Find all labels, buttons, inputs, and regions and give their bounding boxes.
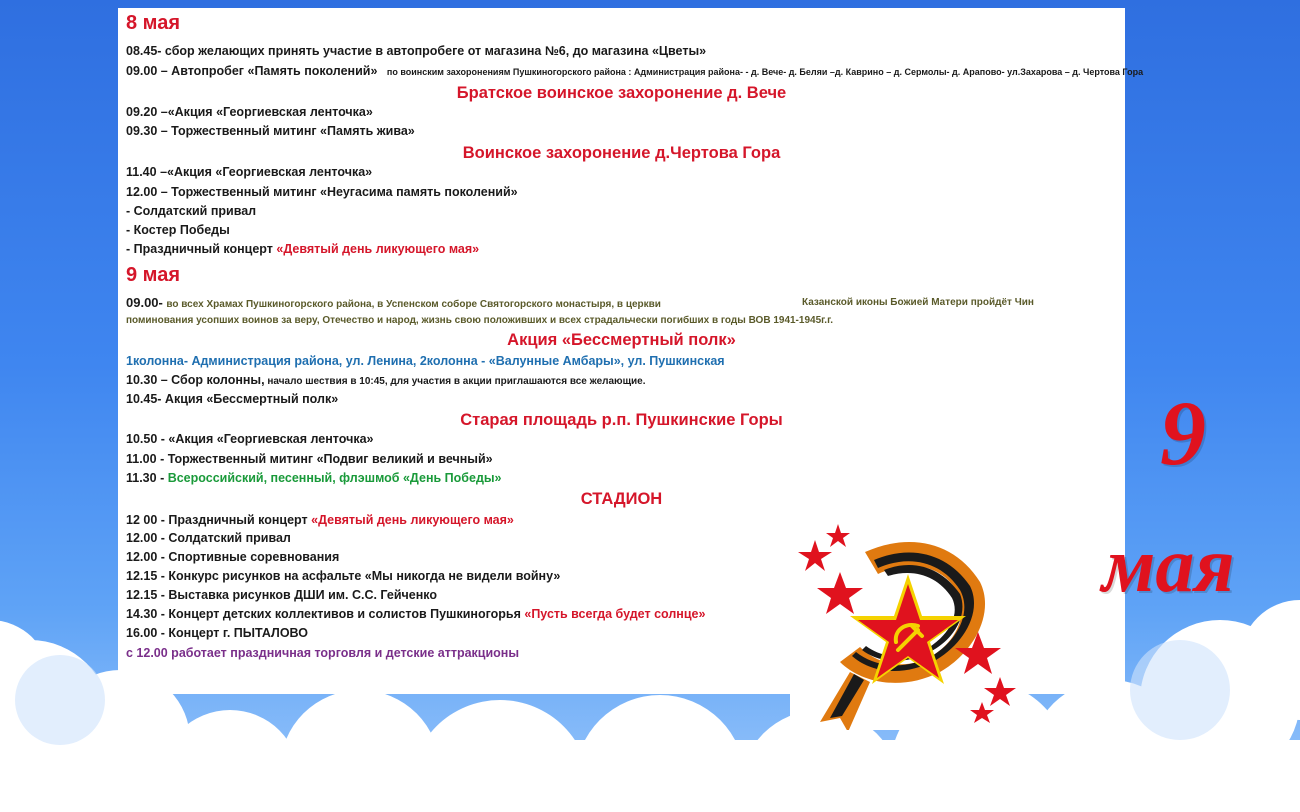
may8-line-9-concert: «Девятый день ликующего мая» (276, 242, 480, 256)
may9-line-14 (126, 607, 705, 621)
may9-line-10: 12.00 - Солдатский привал (126, 531, 291, 545)
may9-line-11: 12.00 - Спортивные соревнования (126, 550, 340, 564)
may8-line-9-main: - Праздничный концерт (126, 242, 277, 256)
may8-line-3: 09.20 –«Акция «Георгиевская ленточка» (126, 105, 373, 119)
may9-line-4-detail: начало шествия в 10:45, для участия в акции приглашаются все желающие. (264, 376, 646, 387)
may9-line-16: с 12.00 работает праздничная торговля и детские аттракционы (126, 646, 520, 660)
may9-line-9 (126, 513, 514, 527)
victory-star-icon (790, 522, 1025, 730)
may8-line-1: 08.45- сбор желающих принять участие в автопробеге от магазина №6, до магазина «Цветы» (126, 44, 707, 58)
heading-veche: Братское воинское захоронение д. Вече (456, 84, 787, 102)
may9-line-8-flashmob: Всероссийский, песенный, флэшмоб «День Победы» (167, 471, 502, 485)
heading-immortal-regiment: Акция «Бессмертный полк» (507, 331, 736, 349)
may9-line-1-text: во всех Храмах Пушкиногорского района, в Успенском соборе Святогорского монастыря, в церкви (166, 299, 661, 310)
may8-line-7: - Солдатский привал (126, 204, 257, 218)
victory-emblem (790, 522, 1025, 730)
may9-line-3: 1колонна- Администрация района, ул. Ленина, 2колонна - «Валунные Амбары», ул. Пушкинская (126, 354, 725, 368)
may9-line-2: поминования усопших воинов за веру, Отечество и народ, жизнь свою положивших и всех страдальчески погибших в годы ВОВ 1941-1945г.г. (126, 315, 834, 326)
heading-stadium: СТАДИОН (580, 490, 663, 508)
may9-line-13: 12.15 - Выставка рисунков ДШИ им. С.С. Гейченко (126, 588, 437, 602)
may9-line-4 (126, 373, 646, 387)
may9-line-9-main: 12 00 - Праздничный концерт (126, 513, 312, 527)
may8-line-9 (126, 242, 479, 256)
may9-line-1 (126, 295, 661, 310)
may9-line-8 (126, 471, 502, 485)
may8-line-2 (126, 64, 1143, 78)
day-title-may9: 9 мая (126, 264, 181, 286)
side-month: мая (1102, 521, 1235, 608)
may9-line-14-concert: «Пусть всегда будет солнце» (524, 607, 706, 621)
heading-old-square: Старая площадь р.п. Пушкинские Горы (460, 411, 783, 429)
may8-line-5: 11.40 –«Акция «Георгиевская ленточка» (126, 165, 373, 179)
may9-line-5: 10.45- Акция «Бессмертный полк» (126, 392, 339, 406)
may8-line-2-main: 09.00 – Автопробег «Память поколений» (126, 64, 378, 78)
may9-line-1-continued: Казанской иконы Божией Матери пройдёт Чин (802, 297, 1034, 308)
day-title-may8: 8 мая (126, 12, 181, 34)
may9-line-15: 16.00 - Концерт г. ПЫТАЛОВО (126, 626, 308, 640)
may8-line-8: - Костер Победы (126, 223, 230, 237)
may9-line-7: 11.00 - Торжественный митинг «Подвиг великий и вечный» (126, 452, 493, 466)
may8-line-4: 09.30 – Торжественный митинг «Память жива» (126, 124, 415, 138)
may9-line-8-time: 11.30 - (126, 471, 168, 485)
may9-line-4-main: 10.30 – Сбор колонны, (126, 373, 265, 387)
heading-chertova-gora: Воинское захоронение д.Чертова Гора (462, 144, 781, 162)
may9-line-9-concert: «Девятый день ликующего мая» (311, 513, 514, 527)
may9-line-6: 10.50 - «Акция «Георгиевская ленточка» (126, 432, 374, 446)
side-day-number: 9 (1160, 382, 1206, 484)
may8-line-2-route: по воинским захоронениям Пушкиногорского района : Администрация района- - д. Вече- д. Беляи –д. Каврино – д. Сермолы- д. Арапово- ул.Захарова – д. Чертова Гора (386, 67, 1144, 77)
may9-line-1-time: 09.00- (126, 295, 163, 310)
may9-line-12: 12.15 - Конкурс рисунков на асфальте «Мы никогда не видели войну» (126, 569, 561, 583)
may8-line-6: 12.00 – Торжественный митинг «Неугасима память поколений» (126, 185, 518, 199)
may9-line-14-main: 14.30 - Концерт детских коллективов и солистов Пушкиногорья (126, 607, 525, 621)
